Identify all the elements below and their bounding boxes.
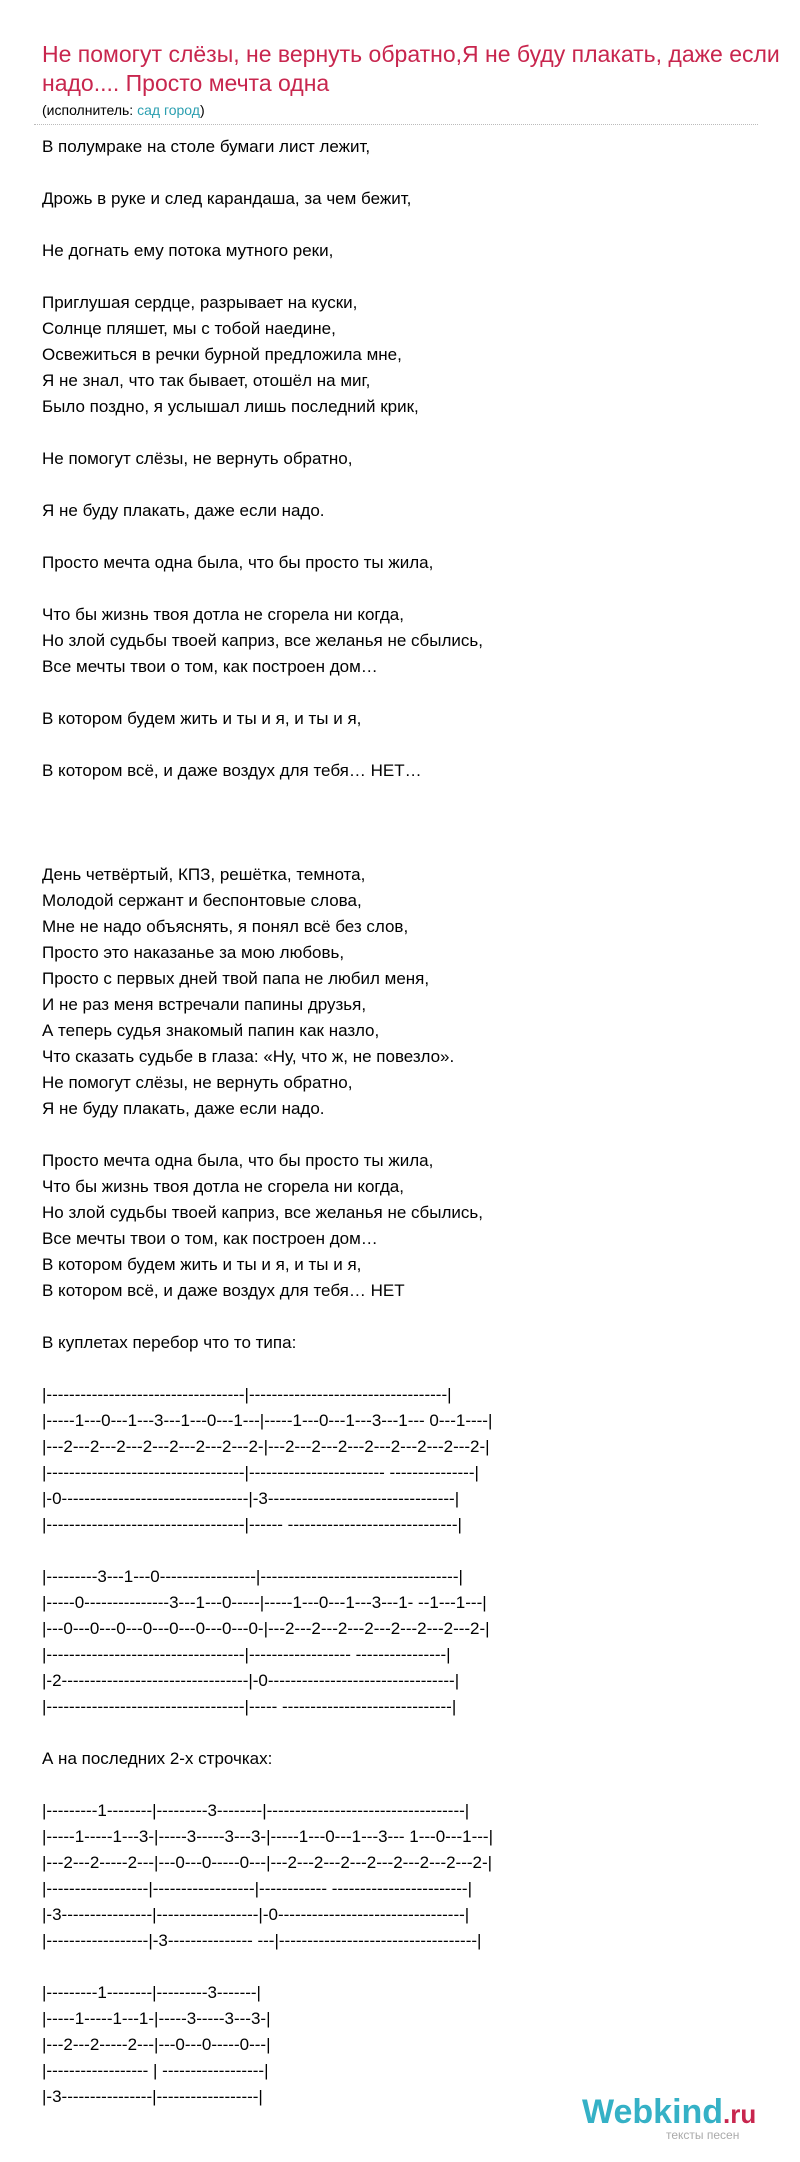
artist-suffix: ) [199, 102, 205, 118]
header-divider [34, 124, 758, 125]
logo-name: Webkind [582, 2093, 724, 2131]
page-title: Не помогут слёзы, не вернуть обратно,Я не буду плакать, даже если надо.... Просто мечта одна [42, 41, 780, 96]
logo-subtitle: тексты песен [666, 2128, 740, 2142]
lyrics-text: В полумраке на столе бумаги лист лежит, Дрожь в руке и след карандаша, за чем бежит, Не догнать ему потока мутного реки, Приглушая сердце, разрывает на куски, Солнце пляшет, мы с тобой наедине, Освежиться в речки бурной предложила мне, Я не знал, что так бывает, отошёл на миг, Было поздно, я услышал лишь последний крик, Не помогут слёзы, не вернуть обратно, Я не буду плакать, даже если надо. Просто мечта одна была, что бы просто ты жила, Что бы жизнь твоя дотла не сгорела ни когда, Но злой судьбы твоей каприз, все желанья не сбылись, Все мечты твои о том, как построен дом… В котором будем жить и ты и я, и ты и я, В котором всё, и даже воздух для тебя… НЕТ… День четвёртый, КПЗ, решётка, темнота, Молодой сержант и беспонтовые слова, Мне не надо объяснять, я понял всё без слов, Просто это наказанье за мою любовь, Просто с первых дней твой папа не любил меня, И не раз меня встречали папины друзья, А теперь судья знакомый папин как назло, Что сказать судьбе в глаза: «Ну, что ж, не повезло». Не помогут слёзы, не вернуть обратно, Я не буду плакать, даже если надо. Просто мечта одна была, что бы просто ты жила, Что бы жизнь твоя дотла не сгорела ни когда, Но злой судьбы твоей каприз, все желанья не сбылись, Все мечты твои о том, как построен дом… В котором будем жить и ты и я, и ты и я, В котором всё, и даже воздух для тебя… НЕТ В куплетах перебор что то типа: |-----------------------------------|-----------------------------------| |-----1---0---1---3---1---0---1---|-----1---0---1---3---1--- 0---1----| |---2---2---2---2---2---2---2---2-|---2---2---2---2---2---2---2---2-| |-----------------------------------|------------------------ ---------------| |-0---------------------------------|-3---------------------------------| |-----------------------------------|------ ------------------------------| |---------3---1---0-----------------|-----------------------------------| |-----0---------------3---1---0-----|-----1---0---1---3---1- --1---1---| |---0---0---0---0---0---0---0---0-|---2---2---2---2---2---2---2---2-| |-----------------------------------|------------------ ----------------| |-2---------------------------------|-0---------------------------------| |-----------------------------------|----- ------------------------------| А на последних 2-х строчках: |---------1--------|---------3--------|-----------------------------------| |-----1-----1---3-|-----3-----3---3-|-----1---0---1---3--- 1---0---1---| |---2---2-----2---|---0---0-----0---|---2---2---2---2---2---2---2---2-| |------------------|------------------|------------ ------------------------| |-3----------------|------------------|-0---------------------------------| |------------------|-3--------------- ---|-----------------------------------| |---------1--------|---------3-------| |-----1-----1---1-|-----3-----3---3-| |---2---2-----2---|---0---0-----0---| |------------------ | ------------------| |-3----------------|------------------| [42, 137, 493, 2106]
artist-line [42, 101, 205, 119]
artist-link[interactable]: сад город [137, 102, 200, 118]
site-logo[interactable] [582, 2092, 782, 2148]
logo-tld: .ru [723, 2099, 757, 2129]
artist-prefix: (исполнитель: [42, 102, 138, 118]
